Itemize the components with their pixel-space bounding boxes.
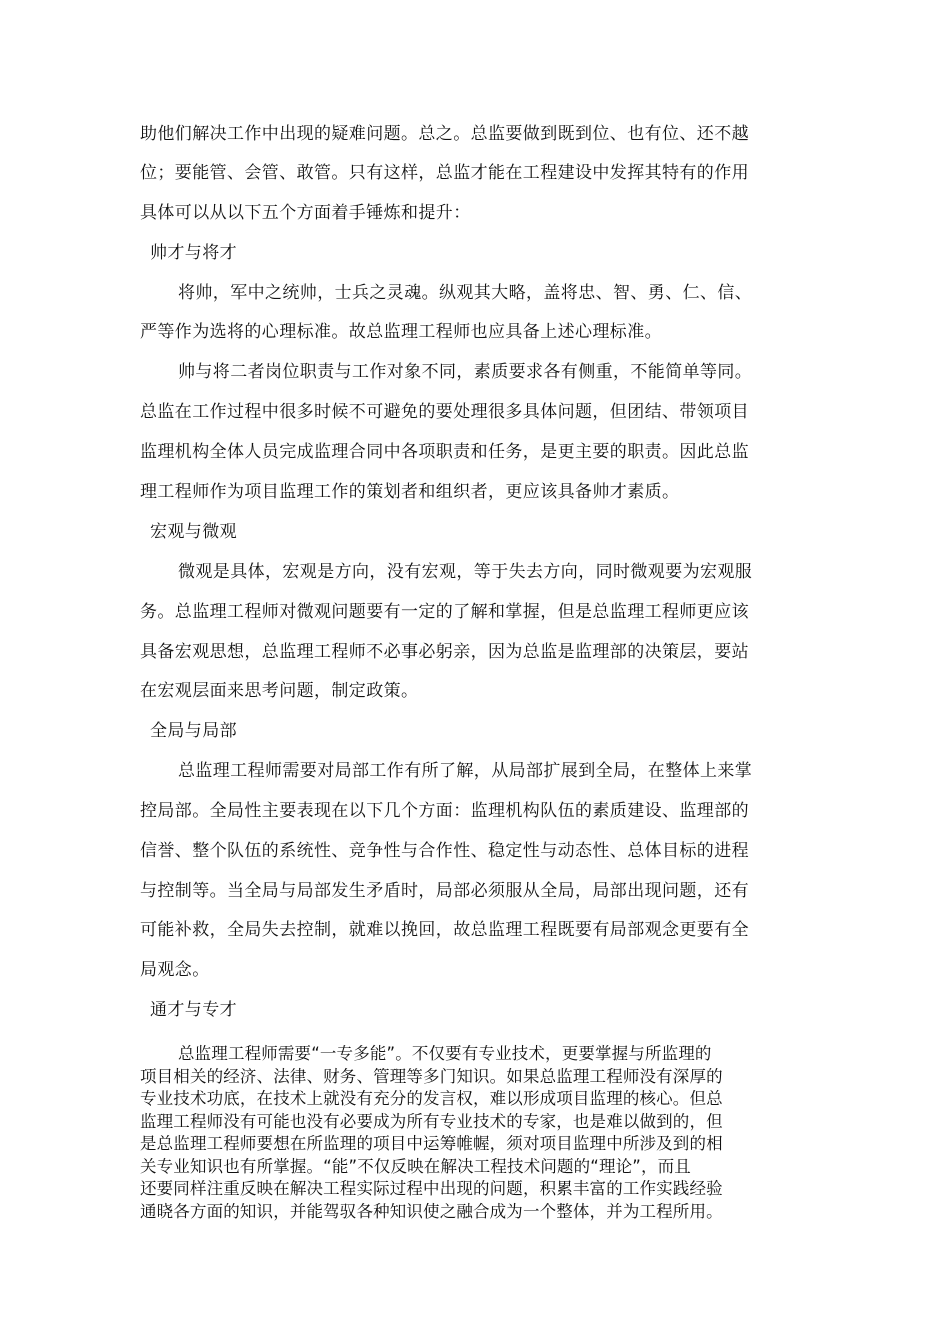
paragraph-line: 助他们解决工作中出现的疑难问题。总之。总监要做到既到位、也有位、还不越 bbox=[140, 124, 749, 144]
paragraph-line: 位；要能管、会管、敢管。只有这样，总监才能在工程建设中发挥其特有的作用 bbox=[140, 163, 749, 183]
paragraph-line: 严等作为选将的心理标准。故总监理工程师也应具备上述心理标准。 bbox=[140, 322, 662, 342]
paragraph-line: 理工程师作为项目监理工作的策划者和组织者，更应该具备帅才素质。 bbox=[140, 482, 680, 502]
paragraph-line: 监理机构全体人员完成监理合同中各项职责和任务，是更主要的职责。因此总监 bbox=[140, 442, 749, 462]
paragraph-line: 总监理工程师需要对局部工作有所了解，从局部扩展到全局，在整体上来掌 bbox=[178, 761, 753, 781]
paragraph-line: 总监理工程师需要“一专多能”。不仅要有专业技术，更要掌握与所监理的 bbox=[178, 1044, 712, 1063]
section-heading: 帅才与将才 bbox=[150, 243, 237, 263]
paragraph-line: 专业技术功底，在技术上就没有充分的发言权，难以形成项目监理的核心。但总 bbox=[140, 1089, 723, 1108]
paragraph-line: 与控制等。当全局与局部发生矛盾时，局部必须服从全局，局部出现问题，还有 bbox=[140, 881, 749, 901]
paragraph-line: 信誉、整个队伍的系统性、竞争性与合作性、稳定性与动态性、总体目标的进程 bbox=[140, 841, 749, 861]
paragraph-line: 关专业知识也有所掌握。“能”不仅反映在解决工程技术问题的“理论”，而且 bbox=[140, 1157, 691, 1176]
paragraph-line: 微观是具体，宏观是方向，没有宏观，等于失去方向，同时微观要为宏观服 bbox=[178, 562, 753, 582]
paragraph-line: 局观念。 bbox=[140, 960, 210, 980]
section-heading: 宏观与微观 bbox=[150, 522, 237, 542]
paragraph-line: 在宏观层面来思考问题，制定政策。 bbox=[140, 681, 419, 701]
paragraph-line: 务。总监理工程师对微观问题要有一定的了解和掌握，但是总监理工程师更应该 bbox=[140, 602, 749, 622]
paragraph-line: 可能补救，全局失去控制，就难以挽回，故总监理工程既要有局部观念更要有全 bbox=[140, 920, 749, 940]
paragraph-line: 帅与将二者岗位职责与工作对象不同，素质要求各有侧重，不能简单等同。 bbox=[178, 362, 753, 382]
section-heading: 通才与专才 bbox=[150, 1000, 237, 1020]
paragraph-line: 项目相关的经济、法律、财务、管理等多门知识。如果总监理工程师没有深厚的 bbox=[140, 1067, 723, 1086]
paragraph-line: 具体可以从以下五个方面着手锤炼和提升： bbox=[140, 203, 471, 223]
paragraph-line: 还要同样注重反映在解决工程实际过程中出现的问题，积累丰富的工作实践经验 bbox=[140, 1179, 723, 1198]
paragraph-line: 将帅，军中之统帅，士兵之灵魂。纵观其大略，盖将忠、智、勇、仁、信、 bbox=[178, 283, 753, 303]
paragraph-line: 总监在工作过程中很多时候不可避免的要处理很多具体问题，但团结、带领项目 bbox=[140, 402, 749, 422]
section-heading: 全局与局部 bbox=[150, 721, 237, 741]
paragraph-line: 控局部。全局性主要表现在以下几个方面：监理机构队伍的素质建设、监理部的 bbox=[140, 801, 749, 821]
paragraph-line: 监理工程师没有可能也没有必要成为所有专业技术的专家，也是难以做到的，但 bbox=[140, 1112, 723, 1131]
paragraph-line: 是总监理工程师要想在所监理的项目中运筹帷幄，须对项目监理中所涉及到的相 bbox=[140, 1134, 723, 1153]
paragraph-line: 具备宏观思想，总监理工程师不必事必躬亲，因为总监是监理部的决策层，要站 bbox=[140, 642, 749, 662]
paragraph-line: 通晓各方面的知识，并能驾驭各种知识使之融合成为一个整体，并为工程所用。 bbox=[140, 1202, 723, 1221]
